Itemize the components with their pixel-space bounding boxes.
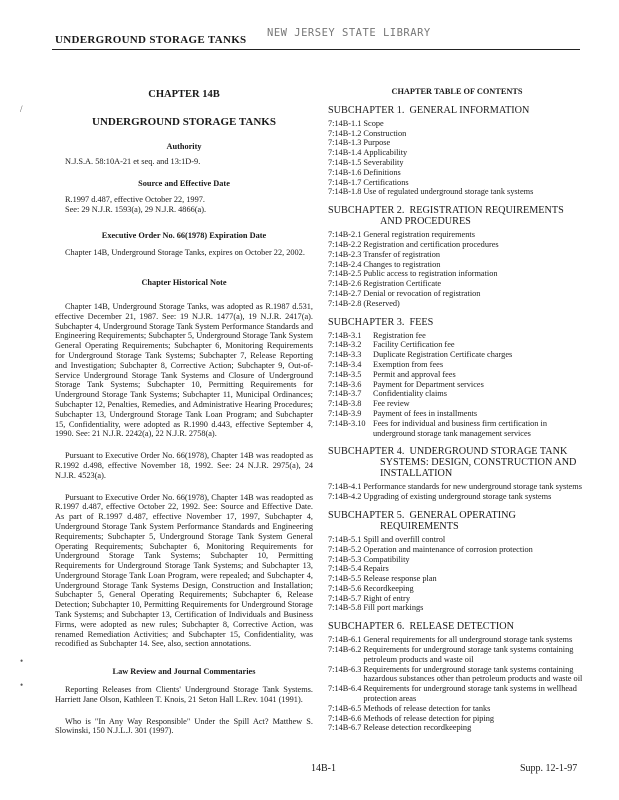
toc-entry[interactable] bbox=[328, 389, 586, 399]
left-column bbox=[55, 82, 313, 736]
toc-heading: CHAPTER TABLE OF CONTENTS bbox=[391, 87, 523, 96]
section-number: 7:14B-3.9 bbox=[328, 408, 362, 418]
subchapter-label: SUBCHAPTER 2. bbox=[328, 205, 405, 217]
library-stamp: NEW JERSEY STATE LIBRARY bbox=[267, 27, 431, 39]
section-number: 7:14B-5.6 bbox=[328, 583, 362, 593]
subchapter-title: GENERAL OPERATING bbox=[409, 509, 516, 521]
subchapter-label: SUBCHAPTER 6. bbox=[328, 621, 405, 633]
section-number: 7:14B-3.5 bbox=[328, 369, 362, 379]
toc-entry[interactable] bbox=[328, 594, 586, 604]
subchapter-title-cont: REQUIREMENTS bbox=[380, 520, 459, 532]
toc-entry[interactable] bbox=[328, 555, 586, 565]
header-rule bbox=[52, 49, 580, 50]
section-title: Fees for individual and business firm certification in underground storage tank management services bbox=[373, 418, 547, 438]
history-heading: Chapter Historical Note bbox=[141, 278, 227, 288]
toc-entry[interactable] bbox=[328, 645, 586, 665]
subchapter-title: UNDERGROUND STORAGE TANK bbox=[409, 446, 568, 458]
section-title: Payment of fees in installments bbox=[373, 408, 478, 418]
section-title: Spill and overfill control bbox=[363, 534, 446, 544]
section-title: Registration fee bbox=[373, 330, 426, 340]
toc-entry[interactable] bbox=[328, 340, 586, 350]
source-text: See: 29 N.J.R. 1593(a), 29 N.J.R. 4866(a). bbox=[65, 204, 207, 214]
toc-entry[interactable] bbox=[328, 545, 586, 555]
toc-entry[interactable] bbox=[328, 492, 586, 502]
section-title: Operation and maintenance of corrosion protection bbox=[363, 544, 533, 554]
subchapter-label: SUBCHAPTER 3. bbox=[328, 316, 405, 328]
section-number: 7:14B-3.10 bbox=[328, 418, 366, 428]
section-number: 7:14B-6.2 bbox=[328, 645, 362, 655]
section-title: Registration Certificate bbox=[363, 279, 442, 289]
section-number: 7:14B-2.6 bbox=[328, 279, 362, 289]
section-title: Confidentiality claims bbox=[373, 389, 447, 399]
section-title: Denial or revocation of registration bbox=[363, 288, 481, 298]
section-number: 7:14B-1.5 bbox=[328, 157, 362, 167]
toc-entry[interactable] bbox=[328, 168, 586, 178]
section-title: (Reserved) bbox=[363, 298, 400, 308]
toc-entry[interactable] bbox=[328, 250, 586, 260]
section-title: Methods of release detection for tanks bbox=[363, 703, 491, 713]
eo-heading: Executive Order No. 66(1978) Expiration Date bbox=[101, 230, 267, 240]
section-number: 7:14B-6.4 bbox=[328, 684, 362, 694]
section-number: 7:14B-1.3 bbox=[328, 138, 362, 148]
toc-entry[interactable] bbox=[328, 419, 586, 439]
toc-entry[interactable] bbox=[328, 230, 586, 240]
section-number: 7:14B-6.6 bbox=[328, 713, 362, 723]
toc-entry[interactable] bbox=[328, 289, 586, 299]
toc-entry[interactable] bbox=[328, 684, 586, 704]
section-number: 7:14B-2.7 bbox=[328, 288, 362, 298]
toc-entry[interactable] bbox=[328, 360, 586, 370]
section-number: 7:14B-5.7 bbox=[328, 593, 362, 603]
section-number: 7:14B-3.4 bbox=[328, 359, 362, 369]
toc-body bbox=[328, 105, 586, 733]
section-title: Fee review bbox=[373, 399, 410, 409]
toc-entry[interactable] bbox=[328, 482, 586, 492]
section-title: Exemption from fees bbox=[373, 359, 444, 369]
subchapter-heading bbox=[328, 621, 586, 632]
section-title: Applicability bbox=[363, 148, 408, 158]
section-number: 7:14B-2.2 bbox=[328, 239, 362, 249]
section-number: 7:14B-2.5 bbox=[328, 269, 362, 279]
section-title: Definitions bbox=[363, 167, 401, 177]
history-paragraph: Pursuant to Executive Order No. 66(1978), Chapter 14B was readopted as R.1997 d.487, effective October 22, 1992. See: Source and Effective Date. As part of R.1997 d.487, effective November 17, 1997, Subchapter 4, Underground Storage Tank System Performance Standards and Engineering Requirements; Subchapter 5, Underground Storage Tank System General Operating Requirements; Subchapter 6, Monitoring Requirements for Underground Storage Tank Systems; Subchapter 10, Permitting Requirements for Underground Storage Tank Systems; and Subchapter 13, Underground Storage Tank Loan Program, were repealed; and Subchapter 4, Underground Storage Tank Systems Design, Construction and Installation; Subchapter 5, General Operating Requirements; Subchapter 6, Release Detection; Subchapter 10, Permitting Requirements for Underground Storage Tank Systems; and Subchapter 13, Certification of Individuals and Business Firms, were adopted as new rules; Subchapter 8, Corrective Action, was renamed Remediation Activities; and Subchapter 15, Confidentiality, was recodified as Subchapter 14. See, also, section annotations. bbox=[55, 492, 313, 649]
section-title: Certifications bbox=[363, 177, 409, 187]
chapter-number: CHAPTER 14B bbox=[148, 89, 220, 100]
section-number: 7:14B-3.8 bbox=[328, 399, 362, 409]
section-title: Requirements for underground storage tank systems in wellhead protection areas bbox=[363, 684, 577, 704]
section-title: Public access to registration information bbox=[363, 269, 498, 279]
toc-entry[interactable] bbox=[328, 584, 586, 594]
subchapter-title: FEES bbox=[409, 316, 434, 328]
toc-entry[interactable] bbox=[328, 704, 586, 714]
section-number: 7:14B-6.3 bbox=[328, 664, 362, 674]
toc-entry[interactable] bbox=[328, 635, 586, 645]
toc-entry[interactable] bbox=[328, 240, 586, 250]
subchapter-title-cont: AND PROCEDURES bbox=[380, 216, 471, 228]
section-title: Duplicate Registration Certificate charges bbox=[373, 350, 513, 360]
subchapter-heading bbox=[328, 317, 586, 328]
subchapter-heading bbox=[328, 510, 586, 532]
toc-entry[interactable] bbox=[328, 158, 586, 168]
section-number: 7:14B-5.1 bbox=[328, 534, 362, 544]
toc-entry[interactable] bbox=[328, 148, 586, 158]
section-number: 7:14B-4.1 bbox=[328, 482, 362, 492]
table-of-contents bbox=[328, 80, 586, 733]
section-number: 7:14B-5.3 bbox=[328, 554, 362, 564]
margin-mark: • bbox=[20, 656, 24, 666]
section-number: 7:14B-3.3 bbox=[328, 350, 362, 360]
section-title: Facility Certification fee bbox=[373, 340, 455, 350]
section-number: 7:14B-3.7 bbox=[328, 389, 362, 399]
section-number: 7:14B-2.1 bbox=[328, 230, 362, 240]
toc-entry[interactable] bbox=[328, 138, 586, 148]
subchapter-label: SUBCHAPTER 5. bbox=[328, 509, 405, 521]
toc-entry[interactable] bbox=[328, 380, 586, 390]
section-title: General registration requirements bbox=[363, 230, 475, 240]
toc-entry[interactable] bbox=[328, 178, 586, 188]
section-number: 7:14B-1.8 bbox=[328, 187, 362, 197]
subchapter-title: RELEASE DETECTION bbox=[409, 621, 514, 633]
section-number: 7:14B-3.2 bbox=[328, 340, 362, 350]
toc-entry[interactable] bbox=[328, 409, 586, 419]
authority-heading: Authority bbox=[166, 141, 202, 151]
subchapter-heading bbox=[328, 105, 586, 116]
margin-mark: • bbox=[20, 680, 24, 690]
subchapter-heading bbox=[328, 446, 586, 479]
history-paragraph: Chapter 14B, Underground Storage Tanks, was adopted as R.1987 d.531, effective December 21, 1987. See: 19 N.J.R. 1477(a), 19 N.J.R. 2417(a). Subchapter 4, Underground Storage Tank System Performance Standards and Engineering Requirements; Subchapter 5, Underground Storage Tank System General Operating Requirements; Subchapter 6, Monitoring Requirements for Underground Storage Tank Systems; Subchapter 7, Release Reporting and Investigation; Subchapter 8, Corrective Action; Subchapter 9, Out-of-Service Underground Storage Tank Systems and Closure of Underground Storage Tank Systems; Subchapter 10, Permitting Requirements for Underground Storage Tank Systems; Subchapter 11, Municipal Ordinances; Subchapter 12, Penalties, Remedies, and Administrative Hearing Procedures; Subchapter 13, Underground Storage Tank Loan Program; and Subchapter 15, Confidentiality, were adopted as R.1990 d.443, effective September 4, 1990. See: 21 N.J.R. 2242(a), 22 N.J.R. 2758(a). bbox=[55, 301, 313, 439]
toc-entry[interactable] bbox=[328, 574, 586, 584]
toc-entry[interactable] bbox=[328, 299, 586, 309]
law-review-entry: Reporting Releases from Clients' Underground Storage Tank Systems. Harriett Jane Olson, Kathleen T. Knois, 21 Seton Hall L.Rev. 1041 (1991). bbox=[55, 685, 313, 704]
section-number: 7:14B-3.6 bbox=[328, 379, 362, 389]
section-title: Release detection recordkeeping bbox=[363, 723, 472, 733]
subchapter-title-cont: SYSTEMS: DESIGN, CONSTRUCTION AND INSTALLATION bbox=[380, 457, 577, 480]
section-title: Fill port markings bbox=[363, 603, 424, 613]
page-number: 14B-1 bbox=[311, 763, 336, 774]
section-title: Compatibility bbox=[363, 554, 410, 564]
section-number: 7:14B-1.1 bbox=[328, 118, 362, 128]
toc-entry[interactable] bbox=[328, 603, 586, 613]
section-title: Changes to registration bbox=[363, 259, 441, 269]
subchapter-label: SUBCHAPTER 1. bbox=[328, 104, 405, 116]
toc-entry[interactable] bbox=[328, 714, 586, 724]
toc-entry[interactable] bbox=[328, 535, 586, 545]
section-title: Recordkeeping bbox=[363, 583, 414, 593]
section-number: 7:14B-5.5 bbox=[328, 574, 362, 584]
chapter-title: UNDERGROUND STORAGE TANKS bbox=[92, 115, 276, 128]
section-title: Transfer of registration bbox=[363, 249, 441, 259]
section-title: Release response plan bbox=[363, 574, 437, 584]
section-number: 7:14B-5.8 bbox=[328, 603, 362, 613]
section-title: General requirements for all underground storage tank systems bbox=[363, 635, 573, 645]
toc-entry[interactable] bbox=[328, 260, 586, 270]
subchapter-title: GENERAL INFORMATION bbox=[409, 104, 530, 116]
section-title: Permit and approval fees bbox=[373, 369, 456, 379]
section-title: Scope bbox=[363, 118, 384, 128]
section-title: Right of entry bbox=[363, 593, 410, 603]
running-header: UNDERGROUND STORAGE TANKS bbox=[55, 34, 247, 46]
toc-entry[interactable] bbox=[328, 119, 586, 129]
toc-entry[interactable] bbox=[328, 564, 586, 574]
section-number: 7:14B-2.8 bbox=[328, 298, 362, 308]
toc-entry[interactable] bbox=[328, 269, 586, 279]
section-number: 7:14B-4.2 bbox=[328, 492, 362, 502]
history-paragraph: Pursuant to Executive Order No. 66(1978), Chapter 14B was readopted as R.1992 d.498, effective November 18, 1992. See: 24 N.J.R. 2975(a), 24 N.J.R. 4523(a). bbox=[55, 451, 313, 480]
section-title: Upgrading of existing underground storage tank systems bbox=[363, 492, 552, 502]
margin-mark: / bbox=[20, 104, 23, 114]
toc-entry[interactable] bbox=[328, 279, 586, 289]
section-title: Requirements for underground storage tank systems containing petroleum products and waste oil bbox=[363, 645, 574, 664]
section-number: 7:14B-5.2 bbox=[328, 544, 362, 554]
eo-text: Chapter 14B, Underground Storage Tanks, expires on October 22, 2002. bbox=[65, 248, 305, 258]
section-title: Registration and certification procedures bbox=[363, 239, 499, 249]
section-title: Methods of release detection for piping bbox=[363, 713, 495, 723]
section-title: Use of regulated underground storage tank systems bbox=[363, 187, 534, 197]
section-title: Payment for Department services bbox=[373, 379, 484, 389]
subchapter-title: REGISTRATION REQUIREMENTS bbox=[409, 205, 564, 217]
section-number: 7:14B-2.3 bbox=[328, 249, 362, 259]
section-number: 7:14B-6.7 bbox=[328, 723, 362, 733]
law-review-entry: Who is "In Any Way Responsible" Under the Spill Act? Matthew S. Slowinski, 150 N.J.L.J. 301 (1997). bbox=[55, 716, 313, 736]
toc-entry[interactable] bbox=[328, 129, 586, 139]
section-title: Performance standards for new underground storage tank systems bbox=[363, 482, 582, 492]
toc-entry[interactable] bbox=[328, 370, 586, 380]
section-title: Purpose bbox=[363, 138, 391, 148]
section-number: 7:14B-1.7 bbox=[328, 177, 362, 187]
toc-entry[interactable] bbox=[328, 399, 586, 409]
section-title: Repairs bbox=[363, 564, 389, 574]
section-number: 7:14B-6.1 bbox=[328, 635, 362, 645]
source-text: R.1997 d.487, effective October 22, 1997. bbox=[65, 194, 205, 204]
subchapter-heading bbox=[328, 205, 586, 227]
section-number: 7:14B-5.4 bbox=[328, 564, 362, 574]
law-review-heading: Law Review and Journal Commentaries bbox=[112, 667, 256, 677]
section-title: Severability bbox=[363, 157, 404, 167]
authority-text: N.J.S.A. 58:10A-21 et seq. and 13:1D-9. bbox=[65, 157, 201, 167]
section-number: 7:14B-1.2 bbox=[328, 128, 362, 138]
section-title: Requirements for underground storage tank systems containing hazardous substances other than petroleum products and waste oil bbox=[363, 664, 583, 684]
section-number: 7:14B-1.6 bbox=[328, 167, 362, 177]
supplement-date: Supp. 12-1-97 bbox=[520, 763, 578, 774]
toc-entry[interactable] bbox=[328, 187, 586, 197]
toc-entry[interactable] bbox=[328, 723, 586, 733]
subchapter-label: SUBCHAPTER 4. bbox=[328, 446, 405, 458]
section-number: 7:14B-1.4 bbox=[328, 148, 362, 158]
source-heading: Source and Effective Date bbox=[138, 179, 230, 189]
toc-entry[interactable] bbox=[328, 331, 586, 341]
section-number: 7:14B-6.5 bbox=[328, 703, 362, 713]
section-number: 7:14B-2.4 bbox=[328, 259, 362, 269]
section-title: Construction bbox=[363, 128, 407, 138]
section-number: 7:14B-3.1 bbox=[328, 330, 362, 340]
toc-entry[interactable] bbox=[328, 350, 586, 360]
toc-entry[interactable] bbox=[328, 665, 586, 685]
